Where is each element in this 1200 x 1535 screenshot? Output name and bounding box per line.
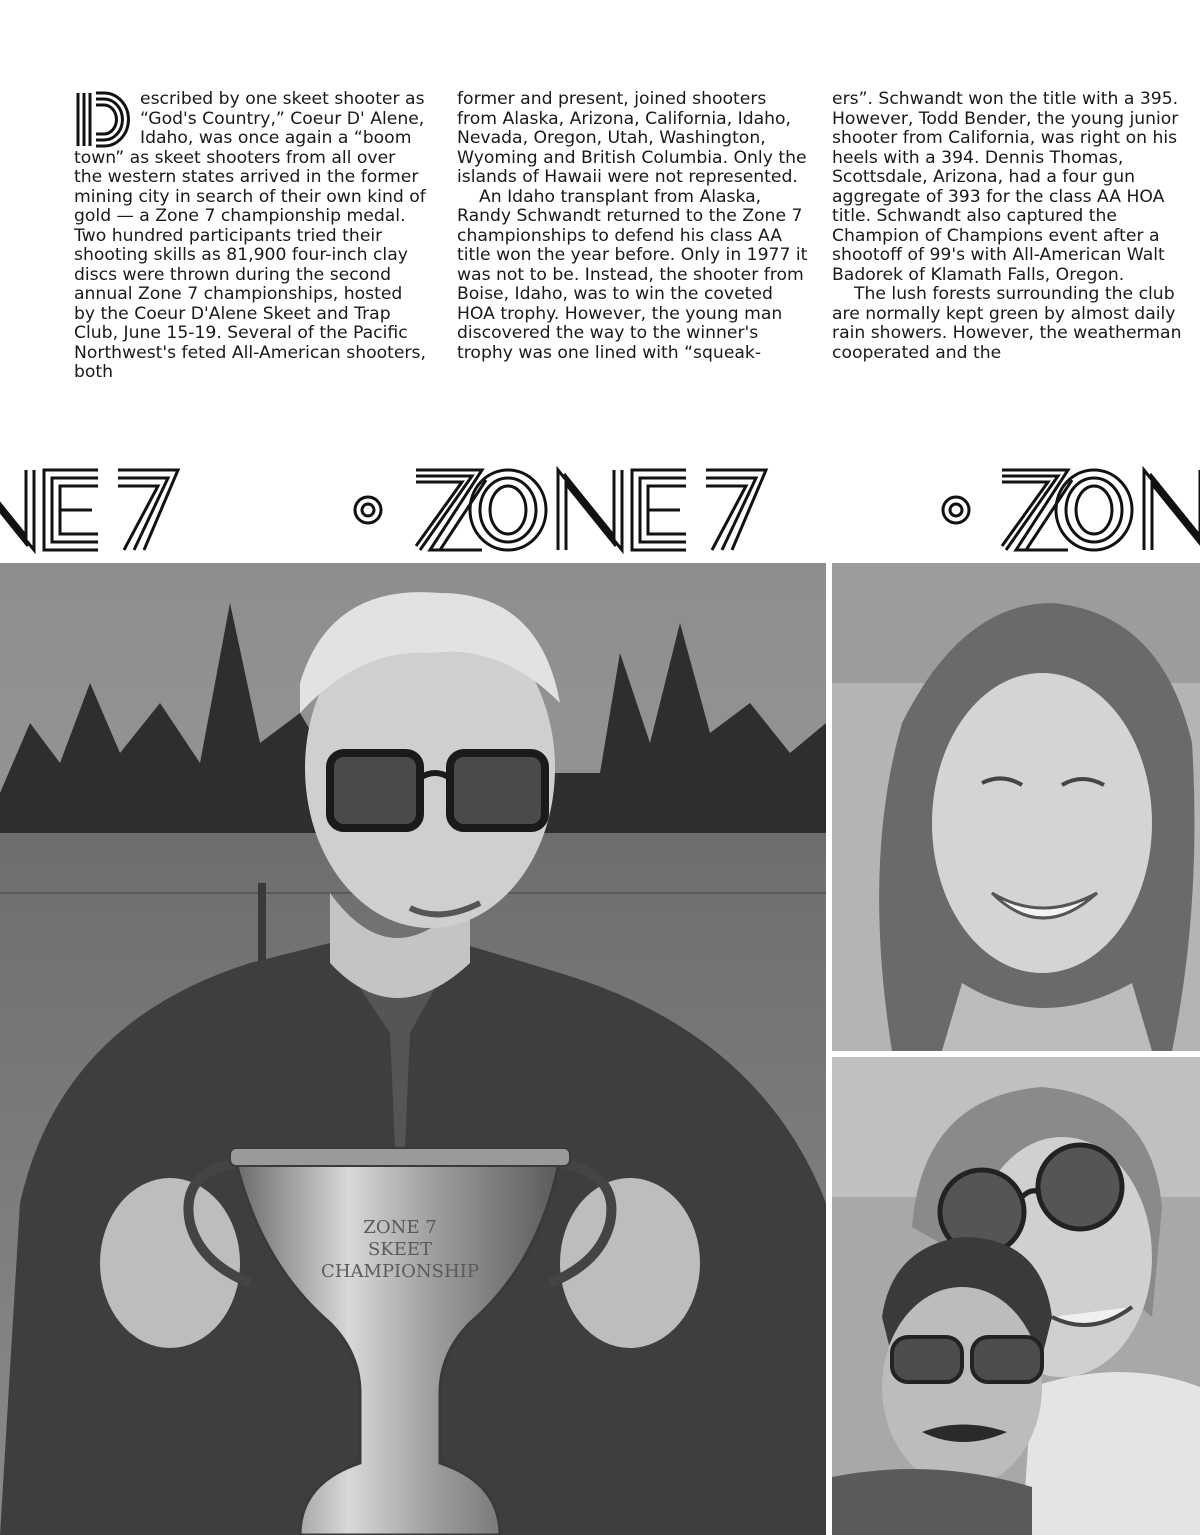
article-column-2 (457, 90, 809, 363)
article-column-1 (74, 90, 426, 383)
paragraph: former and present, joined shooters from Alaska, Arizona, California, Idaho, Nevada, Oregon, Utah, Washington, Wyoming and British Columbia. Only the islands of Hawaii were not represented. (457, 89, 807, 187)
photo-smiling-woman (832, 563, 1200, 1051)
trophy-engraving-line-1: ZONE 7 (363, 1217, 437, 1238)
paragraph: An Idaho transplant from Alaska, Randy Schwandt returned to the Zone 7 championships to defend his class AA title won the year before. Only in 1977 it was not to be. Instead, the shooter from Boise, Idaho, was to win the coveted HOA trophy. However, the young man discovered the way to the winner's trophy was one lined with “squeak- (457, 186, 808, 363)
photo-man-with-trophy (0, 563, 826, 1535)
article-column-3 (832, 90, 1184, 363)
paragraph: escribed by one skeet shooter as “God's Country,” Coeur D' Alene, Idaho, was once again a “boom town” as skeet shooters from all over the western states arrived in the former mining city in search of their own kind of gold — a Zone 7 championship medal. Two hundred participants tried their shooting skills as 81,900 four-inch clay discs were thrown during the second annual Zone 7 championships, hosted by the Coeur D'Alene Skeet and Trap Club, June 15-19. Several of the Pacific Northwest's feted All-American shooters, both (74, 89, 426, 382)
banner-lettering (0, 466, 1200, 554)
zone-7-banner (0, 466, 1200, 554)
paragraph: ers”. Schwandt won the title with a 395. However, Todd Bender, the young junior shooter from California, was right on his heels with a 394. Dennis Thomas, Scottsdale, Arizona, had a four gun aggregate of 393 for the class AA HOA title. Schwandt also captured the Champion of Champions event after a shootoff of 99's with All-American Walt Badorek of Klamath Falls, Oregon. (832, 89, 1179, 285)
dropcap-d (74, 91, 130, 148)
trophy-engraving-line-2: SKEET (367, 1239, 433, 1260)
paragraph: The lush forests surrounding the club are normally kept green by almost daily rain showers. However, the weatherman cooperated and the (832, 284, 1182, 363)
photo-couple-sunglasses (832, 1057, 1200, 1535)
trophy-engraving-line-3: CHAMPIONSHIP (321, 1261, 479, 1282)
